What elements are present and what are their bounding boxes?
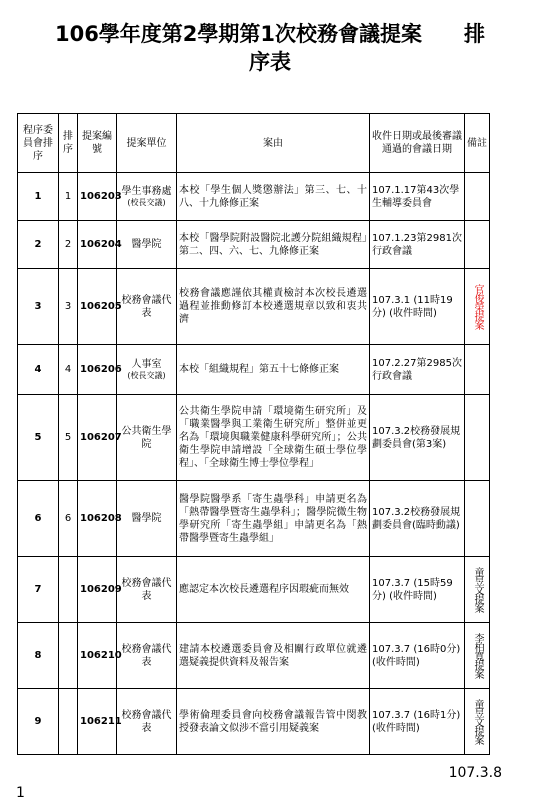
cell-remark bbox=[465, 481, 490, 557]
cell-remark bbox=[465, 395, 490, 481]
cell-rank bbox=[59, 623, 78, 689]
cell-rank: 4 bbox=[59, 345, 78, 395]
cell-unit bbox=[117, 345, 177, 395]
table-row bbox=[18, 269, 490, 345]
cell-received: 107.3.7 (15時59分) (收件時間) bbox=[370, 557, 465, 623]
unit-name: 醫學院 bbox=[131, 513, 162, 524]
cell-unit bbox=[117, 395, 177, 481]
header-committee-order: 程序委員會排序 bbox=[18, 114, 59, 173]
cell-rank: 3 bbox=[59, 269, 78, 345]
table-row bbox=[18, 689, 490, 755]
cell-case: 學術倫理委員會向校務會議報告管中閔教授發表論文似涉不當引用疑義案 bbox=[177, 689, 370, 755]
cell-rank: 5 bbox=[59, 395, 78, 481]
unit-name: 公共衛生學院 bbox=[121, 425, 172, 450]
cell-order: 8 bbox=[18, 623, 59, 689]
cell-case: 本校「醫學院附設醫院北護分院組織規程」第二、四、六、七、九條修正案 bbox=[177, 221, 370, 269]
table-row bbox=[18, 557, 490, 623]
cell-unit bbox=[117, 557, 177, 623]
cell-rank bbox=[59, 557, 78, 623]
cell-case: 校務會議應謹依其權責檢討本次校長遴選過程並推動修訂本校遴選規章以致和衷共濟 bbox=[177, 269, 370, 345]
cell-remark bbox=[465, 557, 490, 623]
title-line-1: 106學年度第2學期第1次校務會議提案 排 bbox=[54, 22, 486, 46]
cell-proposal-no: 106211 bbox=[78, 689, 117, 755]
unit-name: 醫學院 bbox=[131, 239, 162, 250]
cell-unit bbox=[117, 623, 177, 689]
cell-proposal-no: 106206 bbox=[78, 345, 117, 395]
cell-case: 本校「組織規程」第五十七條修正案 bbox=[177, 345, 370, 395]
cell-proposal-no: 106207 bbox=[78, 395, 117, 481]
cell-rank: 2 bbox=[59, 221, 78, 269]
cell-order: 7 bbox=[18, 557, 59, 623]
cell-received: 107.1.17第43次學生輔導委員會 bbox=[370, 173, 465, 221]
remark-text: 童昱文提案 bbox=[472, 567, 483, 612]
unit-name: 校務會議代表 bbox=[121, 577, 172, 602]
cell-order: 1 bbox=[18, 173, 59, 221]
cell-received: 107.3.7 (16時0分)(收件時間) bbox=[370, 623, 465, 689]
cell-order: 4 bbox=[18, 345, 59, 395]
cell-order: 2 bbox=[18, 221, 59, 269]
cell-remark bbox=[465, 269, 490, 345]
header-rank: 排序 bbox=[59, 114, 78, 173]
cell-proposal-no: 106210 bbox=[78, 623, 117, 689]
cell-unit bbox=[117, 221, 177, 269]
footer-date: 107.3.8 bbox=[448, 765, 502, 781]
cell-unit bbox=[117, 269, 177, 345]
cell-received: 107.2.27第2985次行政會議 bbox=[370, 345, 465, 395]
remark-text: 李柏寬提案 bbox=[472, 633, 483, 678]
cell-proposal-no: 106209 bbox=[78, 557, 117, 623]
cell-proposal-no: 106205 bbox=[78, 269, 117, 345]
header-received-date: 收件日期或最後審議通過的會議日期 bbox=[370, 114, 465, 173]
unit-note: (校長交議) bbox=[127, 371, 166, 380]
unit-note: (校長交議) bbox=[127, 198, 166, 207]
agenda-table bbox=[17, 113, 490, 755]
cell-proposal-no: 106204 bbox=[78, 221, 117, 269]
table-row bbox=[18, 481, 490, 557]
cell-unit bbox=[117, 689, 177, 755]
cell-case: 醫學院醫學系「寄生蟲學科」申請更名為「熱帶醫學暨寄生蟲學科」；醫學院微生物學研究所「寄生蟲學組」申請更名為「熱帶醫學暨寄生蟲學組」 bbox=[177, 481, 370, 557]
unit-name: 校務會議代表 bbox=[121, 709, 172, 734]
cell-case: 本校「學生個人獎懲辦法」第三、七、十八、十九條修正案 bbox=[177, 173, 370, 221]
cell-received: 107.3.2校務發展規劃委員會(第3案) bbox=[370, 395, 465, 481]
cell-order: 5 bbox=[18, 395, 59, 481]
table-row bbox=[18, 173, 490, 221]
cell-order: 9 bbox=[18, 689, 59, 755]
table-header-row bbox=[18, 114, 490, 173]
title-line-2: 序表 bbox=[249, 50, 291, 74]
cell-proposal-no: 106203 bbox=[78, 173, 117, 221]
unit-name: 人事室 bbox=[131, 359, 162, 370]
header-unit: 提案單位 bbox=[117, 114, 177, 173]
cell-received: 107.1.23第2981次行政會議 bbox=[370, 221, 465, 269]
cell-order: 6 bbox=[18, 481, 59, 557]
table-row bbox=[18, 623, 490, 689]
cell-remark bbox=[465, 345, 490, 395]
cell-rank: 6 bbox=[59, 481, 78, 557]
header-remark: 備註 bbox=[465, 114, 490, 173]
cell-remark bbox=[465, 689, 490, 755]
cell-rank: 1 bbox=[59, 173, 78, 221]
cell-remark bbox=[465, 623, 490, 689]
remark-text: 官俊榮提案 bbox=[472, 284, 483, 329]
cell-rank bbox=[59, 689, 78, 755]
cell-case: 建請本校遴選委員會及相關行政單位就遴選疑義提供資料及報告案 bbox=[177, 623, 370, 689]
unit-name: 校務會議代表 bbox=[121, 643, 172, 668]
cell-order: 3 bbox=[18, 269, 59, 345]
cell-remark bbox=[465, 221, 490, 269]
page-number: 1 bbox=[16, 785, 25, 801]
table-row bbox=[18, 345, 490, 395]
remark-text: 童昱文提案 bbox=[472, 699, 483, 744]
cell-unit bbox=[117, 173, 177, 221]
cell-proposal-no: 106208 bbox=[78, 481, 117, 557]
table-row bbox=[18, 221, 490, 269]
cell-case: 公共衛生學院申請「環境衛生研究所」及「職業醫學與工業衛生研究所」整併並更名為「環境與職業健康科學研究所」；公共衛生學院申請增設「全球衛生碩士學位學程」、「全球衛生博士學位學程」 bbox=[177, 395, 370, 481]
cell-unit bbox=[117, 481, 177, 557]
cell-received: 107.3.2校務發展規劃委員會(臨時動議) bbox=[370, 481, 465, 557]
cell-received: 107.3.7 (16時1分)(收件時間) bbox=[370, 689, 465, 755]
document-title bbox=[20, 20, 520, 76]
cell-case: 應認定本次校長遴選程序因瑕疵而無效 bbox=[177, 557, 370, 623]
cell-remark bbox=[465, 173, 490, 221]
header-proposal-no: 提案編號 bbox=[78, 114, 117, 173]
header-case: 案由 bbox=[177, 114, 370, 173]
unit-name: 校務會議代表 bbox=[121, 294, 172, 319]
table-row bbox=[18, 395, 490, 481]
cell-received: 107.3.1 (11時19分) (收件時間) bbox=[370, 269, 465, 345]
unit-name: 學生事務處 bbox=[121, 186, 172, 197]
